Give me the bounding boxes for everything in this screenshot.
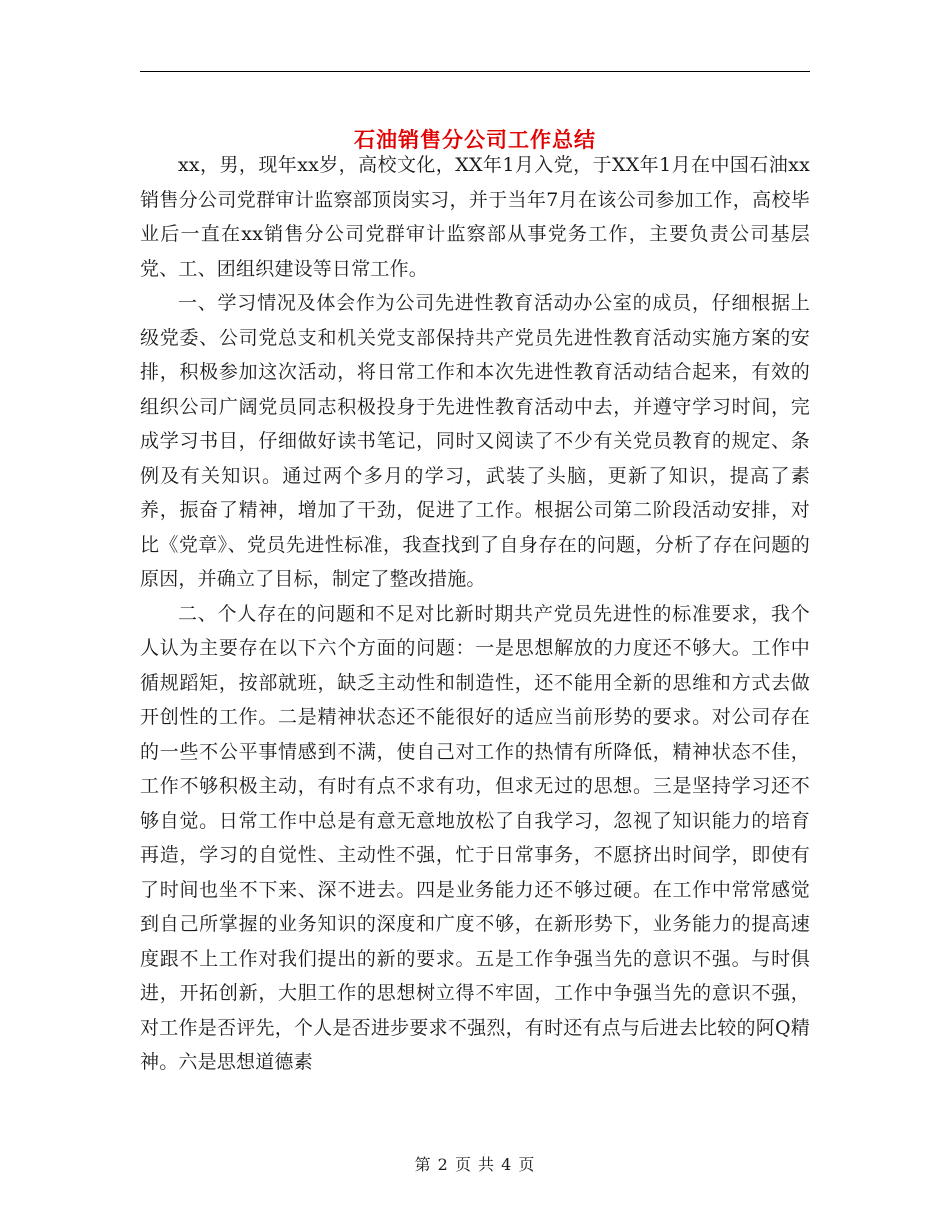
page-number-footer: 第 2 页 共 4 页 — [414, 1155, 536, 1174]
header-rule — [140, 71, 810, 72]
paragraph-problems: 二、个人存在的问题和不足对比新时期共产党员先进性的标准要求，我个人认为主要存在以下六个方面的问题：一是思想解放的力度还不够大。工作中循规蹈矩，按部就班，缺乏主动性和制造性，还不能用全新的思维和方式去做开创性的工作。二是精神状态还不能很好的适应当前形势的要求。对公司存在的一些不公平事情感到不满，使自己对工作的热情有所降低，精神状态不佳，工作不够积极主动，有时有点不求有功，但求无过的思想。三是坚持学习还不够自觉。日常工作中总是有意无意地放松了自我学习，忽视了知识能力的培育再造，学习的自觉性、主动性不强，忙于日常事务，不愿挤出时间学，即使有了时间也坐不下来、深不进去。四是业务能力还不够过硬。在工作中常常感觉到自己所掌握的业务知识的深度和广度不够，在新形势下，业务能力的提高速度跟不上工作对我们提出的新的要求。五是工作争强当先的意识不强。与时俱进，开拓创新，大胆工作的思想树立得不牢固，工作中争强当先的意识不强，对工作是否评先，个人是否进步要求不强烈，有时还有点与后进去比较的阿Q精神。六是思想道德素 — [140, 602, 810, 1073]
document-title: 石油销售分公司工作总结 — [354, 127, 596, 153]
document-body — [140, 148, 810, 1080]
paragraph-study-experience: 一、学习情况及体会作为公司先进性教育活动办公室的成员，仔细根据上级党委、公司党总支和机关党支部保持共产党员先进性教育活动实施方案的安排，积极参加这次活动，将日常工作和本次先进性教育活动结合起来，有效的组织公司广阔党员同志积极投身于先进性教育活动中去，并遵守学习时间，完成学习书目，仔细做好读书笔记，同时又阅读了不少有关党员教育的规定、条例及有关知识。通过两个多月的学习，武装了头脑，更新了知识，提高了素养，振奋了精神，增加了干劲，促进了工作。根据公司第二阶段活动安排，对比《党章》、党员先进性标准，我查找到了自身存在的问题，分析了存在问题的原因，并确立了目标，制定了整改措施。 — [140, 292, 810, 590]
paragraph-intro: xx，男，现年xx岁，高校文化，XX年1月入党，于XX年1月在中国石油xx销售分公司党群审计监察部顶岗实习，并于当年7月在该公司参加工作，高校毕业后一直在xx销售分公司党群审计监察部从事党务工作，主要负责公司基层党、工、团组织建设等日常工作。 — [140, 154, 810, 280]
